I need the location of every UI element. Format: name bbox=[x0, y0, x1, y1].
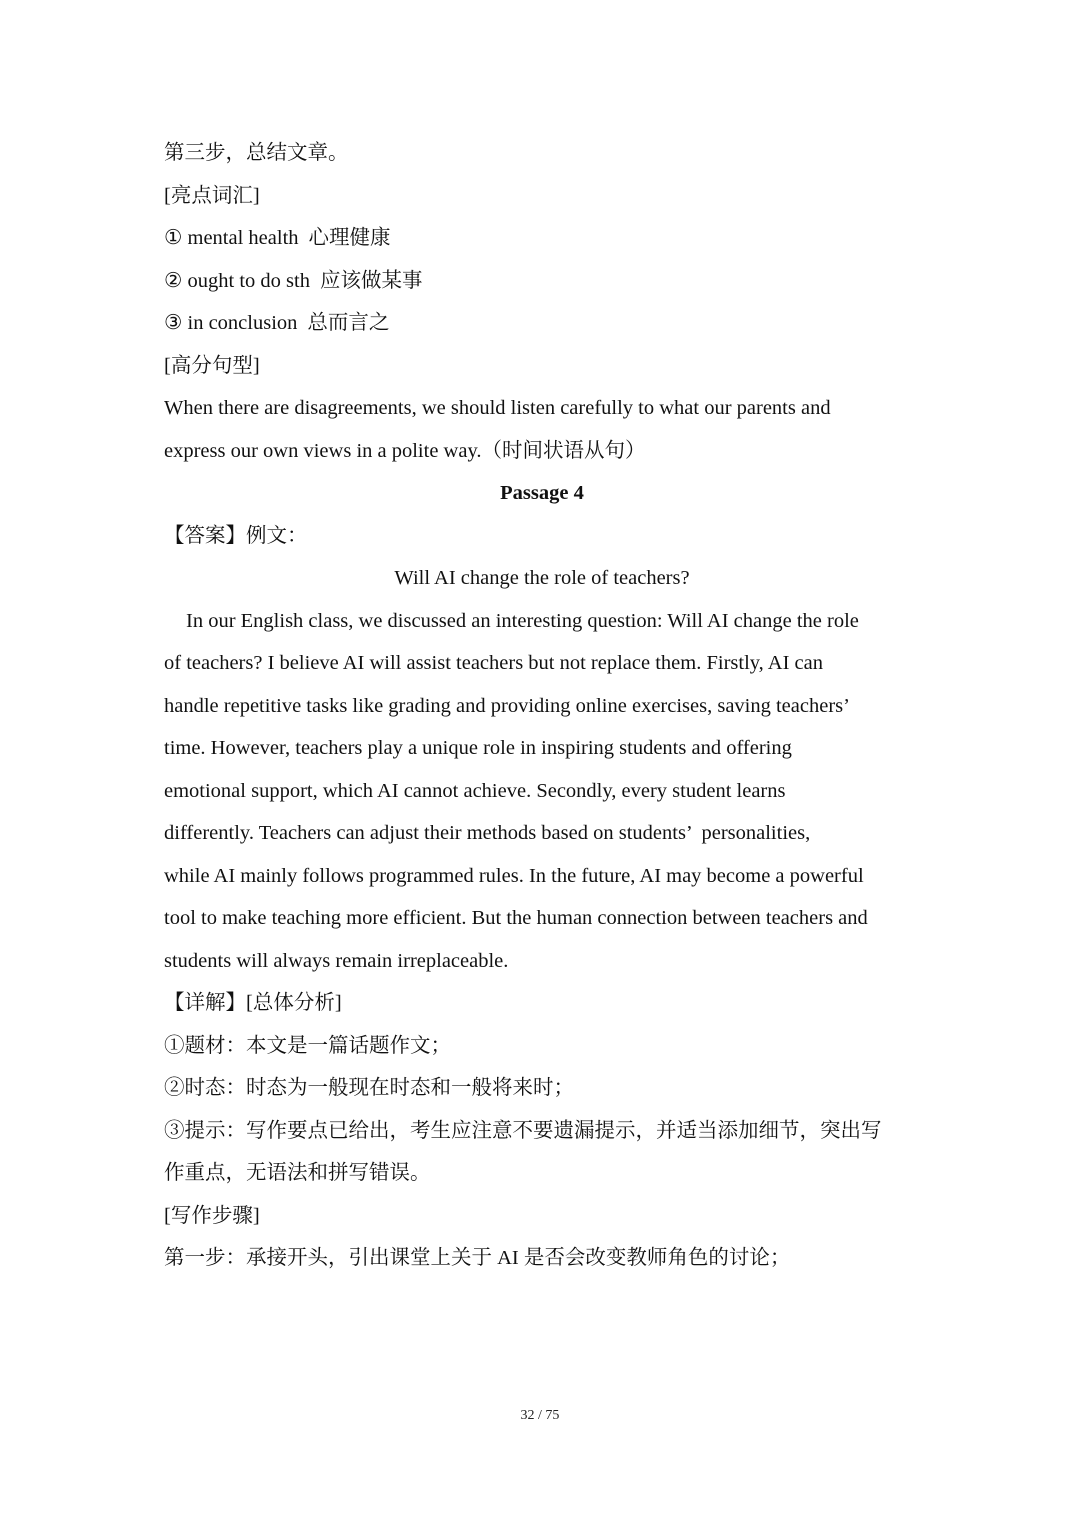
vocab-number: ② bbox=[164, 269, 183, 292]
vocab-english: in conclusion bbox=[187, 312, 298, 334]
vocab-chinese: 心理健康 bbox=[308, 227, 391, 249]
essay-line: In our English class, we discussed an interesting question: Will AI change the role bbox=[186, 609, 859, 632]
essay-line: of teachers? I believe AI will assist teachers but not replace them. Firstly, AI can bbox=[164, 652, 824, 674]
essay-title: Will AI change the role of teachers? bbox=[394, 567, 690, 589]
passage-title: Passage 4 bbox=[500, 482, 584, 504]
analysis-item: ①题材：本文是一篇话题作文； bbox=[164, 1034, 451, 1057]
vocab-chinese: 总而言之 bbox=[307, 312, 390, 334]
writing-steps-heading: [写作步骤] bbox=[164, 1204, 260, 1227]
essay-line: tool to make teaching more efficient. But the human connection between teachers and bbox=[164, 907, 868, 929]
analysis-item: ②时态：时态为一般现在时态和一般将来时； bbox=[164, 1077, 574, 1099]
sentence-pattern-line-1: When there are disagreements, we should listen carefully to what our parents and bbox=[164, 397, 831, 419]
vocab-english: mental health bbox=[187, 227, 299, 249]
step1-text: 第一步：承接开头，引出课堂上关于 AI 是否会改变教师角色的讨论； bbox=[164, 1247, 791, 1269]
vocab-english: ought to do sth bbox=[187, 269, 310, 292]
highlight-vocab-heading: [亮点词汇] bbox=[164, 184, 260, 207]
essay-line: emotional support, which AI cannot achieve. Secondly, every student learns bbox=[164, 779, 786, 802]
essay-line: while AI mainly follows programmed rules. In the future, AI may become a powerful bbox=[164, 864, 864, 887]
hint-line-2: 作重点，无语法和拼写错误。 bbox=[164, 1162, 431, 1184]
hint-line-1: ③提示：写作要点已给出，考生应注意不要遗漏提示，并适当添加细节，突出写 bbox=[164, 1119, 882, 1142]
essay-line: handle repetitive tasks like grading and providing online exercises, saving teachers’ bbox=[164, 694, 850, 717]
page-number: 32 / 75 bbox=[520, 1408, 560, 1423]
detail-label: 【详解】[总体分析] bbox=[164, 992, 342, 1014]
vocab-item-2 bbox=[164, 260, 920, 303]
page-content bbox=[164, 132, 920, 1280]
essay-line: time. However, teachers play a unique role in inspiring students and offering bbox=[164, 737, 792, 759]
vocab-number: ③ bbox=[164, 312, 183, 334]
vocab-item-3 bbox=[164, 302, 920, 345]
vocab-number: ① bbox=[164, 227, 183, 249]
essay-line: differently. Teachers can adjust their methods based on students’ personalities, bbox=[164, 822, 811, 844]
sentence-pattern-heading: [高分句型] bbox=[164, 354, 260, 377]
answer-label: 【答案】例文： bbox=[164, 524, 308, 547]
vocab-chinese: 应该做某事 bbox=[319, 269, 423, 292]
sentence-pattern-line-2: express our own views in a polite way.（时间状语从句） bbox=[164, 439, 646, 462]
essay-line: students will always remain irreplaceable. bbox=[164, 949, 509, 972]
step3-text: 第三步，总结文章。 bbox=[164, 142, 349, 164]
vocab-item-1 bbox=[164, 217, 920, 260]
